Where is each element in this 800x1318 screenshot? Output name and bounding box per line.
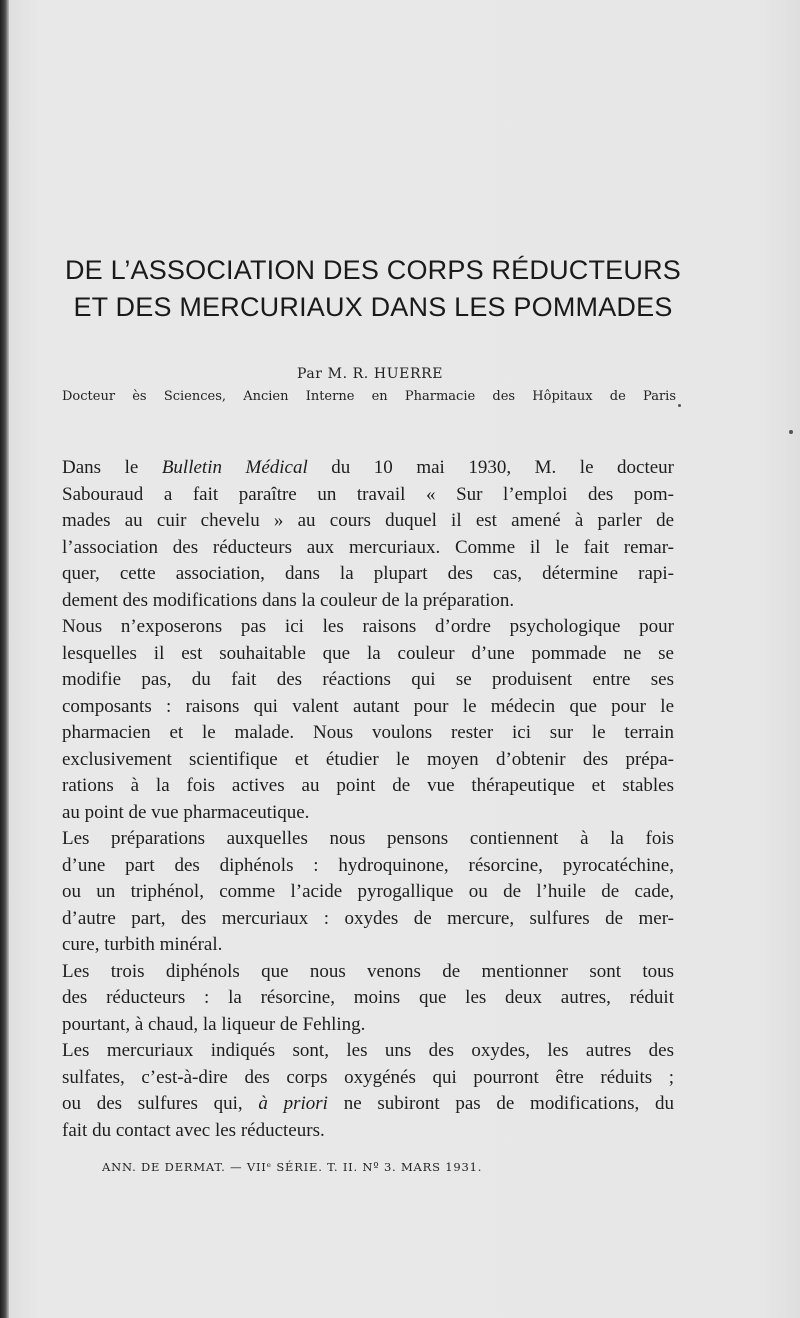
body-text-run: fait du contact avec les réducteurs. [62,1119,325,1141]
body-text-run: ou un triphénol, comme l’acide pyrogallique ou de l’huile de cade, [62,881,674,902]
body-line [62,694,674,721]
author-affiliation: Docteur ès Sciences, Ancien Interne en Pharmacie des Hôpitaux de Paris [62,389,676,404]
body-line [62,932,674,959]
body-line [62,561,674,588]
body-line [62,1012,674,1039]
body-line [62,747,674,774]
body-text-run: du 10 mai 1930, M. le docteur [307,457,674,478]
body-text-run: rations à la fois actives au point de vue thérapeutique et stables [62,775,674,796]
body-text-run: quer, cette association, dans la plupart des cas, détermine rapi- [62,563,674,584]
body-line [62,641,674,668]
paper-speck [678,404,681,407]
body-line [62,508,674,535]
article-body [62,455,674,1144]
body-text-run: pharmacien et le malade. Nous voulons rester ici sur le terrain [62,722,674,743]
body-text-run: cure, turbith minéral. [62,934,223,955]
body-line [62,720,674,747]
body-line [62,959,674,986]
body-line [62,1091,674,1118]
body-text-run: l’association des réducteurs aux mercuriaux. Comme il le fait remar- [62,536,674,558]
body-line [62,906,674,933]
body-line [62,614,674,641]
body-line [62,588,674,615]
body-text-run: exclusivement scientifique et étudier le moyen d’obtenir des prépa- [62,748,674,770]
body-text-run: Les mercuriaux indiqués sont, les uns des oxydes, les autres des [62,1040,674,1061]
body-line [62,667,674,694]
body-text-run: ne subiront pas de modifications, du [327,1093,674,1114]
body-text-run: Dans le [62,457,162,478]
article-author: Par M. R. HUERRE [296,366,444,382]
body-text-run: d’autre part, des mercuriaux : oxydes de mercure, sulfures de mer- [62,907,674,929]
body-line [62,879,674,906]
body-line [62,482,674,509]
body-text-run: mades au cuir chevelu » au cours duquel il est amené à parler de [62,510,674,531]
article-title-line-2: ET DES MERCURIAUX DANS LES POMMADES [73,292,673,322]
body-line [62,455,674,482]
italic-text: à priori [258,1093,328,1114]
body-line [62,1118,674,1145]
body-text-run: des réducteurs : la résorcine, moins que les deux autres, réduit [62,987,674,1008]
body-text-run: Les préparations auxquelles nous pensons contiennent à la fois [62,828,674,849]
body-text-run: Sabouraud a fait paraître un travail « Sur l’emploi des pom- [62,483,674,505]
body-line [62,800,674,827]
body-line [62,826,674,853]
page-binding-edge [0,0,9,1318]
body-line [62,985,674,1012]
body-text-run: sulfates, c’est-à-dire des corps oxygénés qui pourront être réduits ; [62,1066,674,1088]
body-line [62,1038,674,1065]
body-line [62,535,674,562]
body-text-run: modifie pas, du fait des réactions qui se produisent entre ses [62,669,674,690]
body-line [62,773,674,800]
body-text-run: Nous n’exposerons pas ici les raisons d’ordre psychologique pour [62,616,674,637]
journal-footer: ANN. DE DERMAT. — VIIᵉ SÉRIE. T. II. Nº 3. MARS 1931. [102,1160,483,1174]
body-line [62,853,674,880]
article-title-line-1: DE L’ASSOCIATION DES CORPS RÉDUCTEURS [64,255,681,285]
body-text-run: ou des sulfures qui, [62,1093,259,1114]
paper-speck [789,430,793,434]
body-text-run: au point de vue pharmaceutique. [62,801,310,823]
body-text-run: dement des modifications dans la couleur de la préparation. [62,589,515,611]
body-text-run: pourtant, à chaud, la liqueur de Fehling. [62,1013,366,1035]
body-line [62,1065,674,1092]
body-text-run: lesquelles il est souhaitable que la couleur d’une pommade ne se [62,642,674,664]
italic-text: Bulletin Médical [161,457,308,478]
body-text-run: d’une part des diphénols : hydroquinone, résorcine, pyrocatéchine, [62,854,674,876]
body-text-run: composants : raisons qui valent autant pour le médecin que pour le [62,695,674,717]
body-text-run: Les trois diphénols que nous venons de mentionner sont tous [62,960,674,982]
